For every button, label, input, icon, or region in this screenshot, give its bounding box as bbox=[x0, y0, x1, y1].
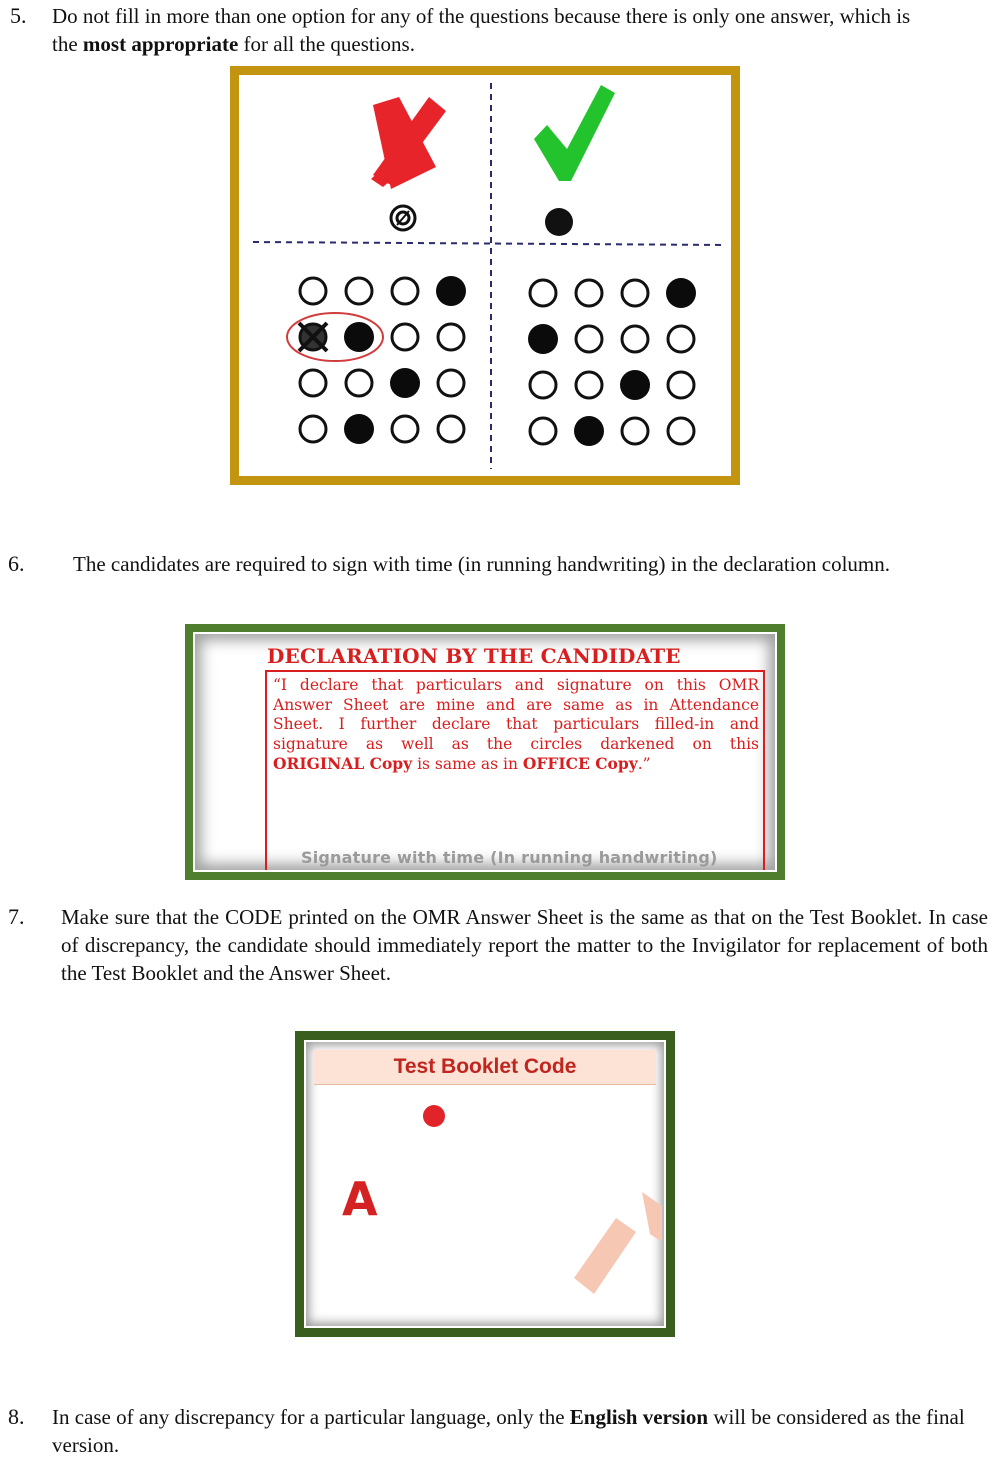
filled-bubble bbox=[574, 416, 604, 446]
empty-bubble bbox=[300, 278, 326, 304]
empty-bubble bbox=[668, 418, 694, 444]
item-number: 6. bbox=[8, 551, 25, 576]
empty-bubble bbox=[392, 278, 418, 304]
item-number: 7. bbox=[8, 904, 25, 929]
item-text: In case of any discrepancy for a particular language, only the English version will be considered as the final version. bbox=[52, 1405, 965, 1457]
declaration-example bbox=[185, 624, 785, 880]
instruction-6 bbox=[0, 550, 1000, 580]
code-bubble-filled bbox=[423, 1105, 445, 1127]
omr-grid-right bbox=[528, 278, 696, 446]
empty-bubble bbox=[530, 280, 556, 306]
green-check-icon bbox=[534, 85, 615, 181]
code-letter: A bbox=[342, 1172, 378, 1226]
empty-bubble bbox=[392, 324, 418, 350]
bold-phrase: most appropriate bbox=[82, 32, 239, 56]
filled-bubble bbox=[344, 414, 374, 444]
signature-label: Signature with time (In running handwriting) bbox=[301, 848, 718, 867]
declaration-line: Sheet. I further declare that particulars filled-in and bbox=[273, 715, 759, 733]
right-full-mark bbox=[545, 208, 573, 236]
filled-bubble bbox=[390, 368, 420, 398]
bold-phrase: English version bbox=[569, 1405, 709, 1429]
item-number: 8. bbox=[8, 1404, 25, 1429]
empty-bubble bbox=[300, 370, 326, 396]
item-text: Do not fill in more than one option for any of the questions because there is only one answer, which is the most appropriate for all the questions. bbox=[52, 4, 911, 56]
declaration-line: Answer Sheet are mine and are same as in Attendance bbox=[273, 695, 759, 714]
empty-bubble bbox=[530, 418, 556, 444]
item-text: The candidates are required to sign with time (in running handwriting) in the declaration column. bbox=[73, 552, 891, 576]
filled-bubble bbox=[666, 278, 696, 308]
empty-bubble bbox=[346, 278, 372, 304]
declaration-box bbox=[265, 670, 765, 870]
empty-bubble bbox=[622, 326, 648, 352]
empty-bubble bbox=[576, 372, 602, 398]
empty-bubble bbox=[668, 372, 694, 398]
watermark-stripe bbox=[574, 1218, 636, 1294]
omr-marking-example bbox=[230, 66, 740, 485]
item-text: Make sure that the CODE printed on the OMR Answer Sheet is the same as that on the Test Booklet. In case of discrepancy, the candidate should immediately report the matter to the Invigilator for replacement of both the Test Booklet and the Answer Sheet. bbox=[61, 905, 988, 985]
item-number: 5. bbox=[10, 3, 27, 28]
declaration-panel bbox=[193, 632, 777, 872]
filled-bubble bbox=[436, 276, 466, 306]
wrong-partial-mark bbox=[391, 206, 415, 230]
empty-bubble bbox=[438, 416, 464, 442]
empty-bubble bbox=[576, 280, 602, 306]
watermark-stripe bbox=[642, 1192, 662, 1242]
horizontal-divider bbox=[253, 242, 725, 245]
empty-bubble bbox=[300, 416, 326, 442]
declaration-title: DECLARATION BY THE CANDIDATE bbox=[267, 644, 681, 668]
empty-bubble bbox=[392, 416, 418, 442]
empty-bubble bbox=[576, 326, 602, 352]
instruction-5 bbox=[0, 2, 1000, 62]
booklet-code-panel bbox=[304, 1040, 666, 1328]
omr-grid-wrong bbox=[287, 276, 466, 444]
filled-bubble bbox=[344, 322, 374, 352]
filled-bubble bbox=[528, 324, 558, 354]
empty-bubble bbox=[530, 372, 556, 398]
empty-bubble bbox=[622, 418, 648, 444]
filled-bubble bbox=[620, 370, 650, 400]
booklet-code-title: Test Booklet Code bbox=[393, 1055, 577, 1078]
omr-figure-canvas bbox=[241, 77, 729, 474]
declaration-text bbox=[273, 676, 759, 775]
test-booklet-code-example bbox=[295, 1031, 675, 1337]
instruction-8 bbox=[0, 1403, 1000, 1465]
instruction-7 bbox=[0, 903, 1000, 993]
omr-figure-panel bbox=[239, 75, 731, 476]
empty-bubble bbox=[346, 370, 372, 396]
red-cross-icon bbox=[371, 97, 446, 189]
empty-bubble bbox=[668, 326, 694, 352]
declaration-line: signature as well as the circles darkened on this bbox=[273, 734, 759, 753]
empty-bubble bbox=[438, 324, 464, 350]
declaration-line: ORIGINAL Copy is same as in OFFICE Copy.” bbox=[273, 754, 651, 773]
declaration-line: “I declare that particulars and signature on this OMR bbox=[273, 676, 759, 694]
empty-bubble bbox=[438, 370, 464, 396]
empty-bubble bbox=[622, 280, 648, 306]
